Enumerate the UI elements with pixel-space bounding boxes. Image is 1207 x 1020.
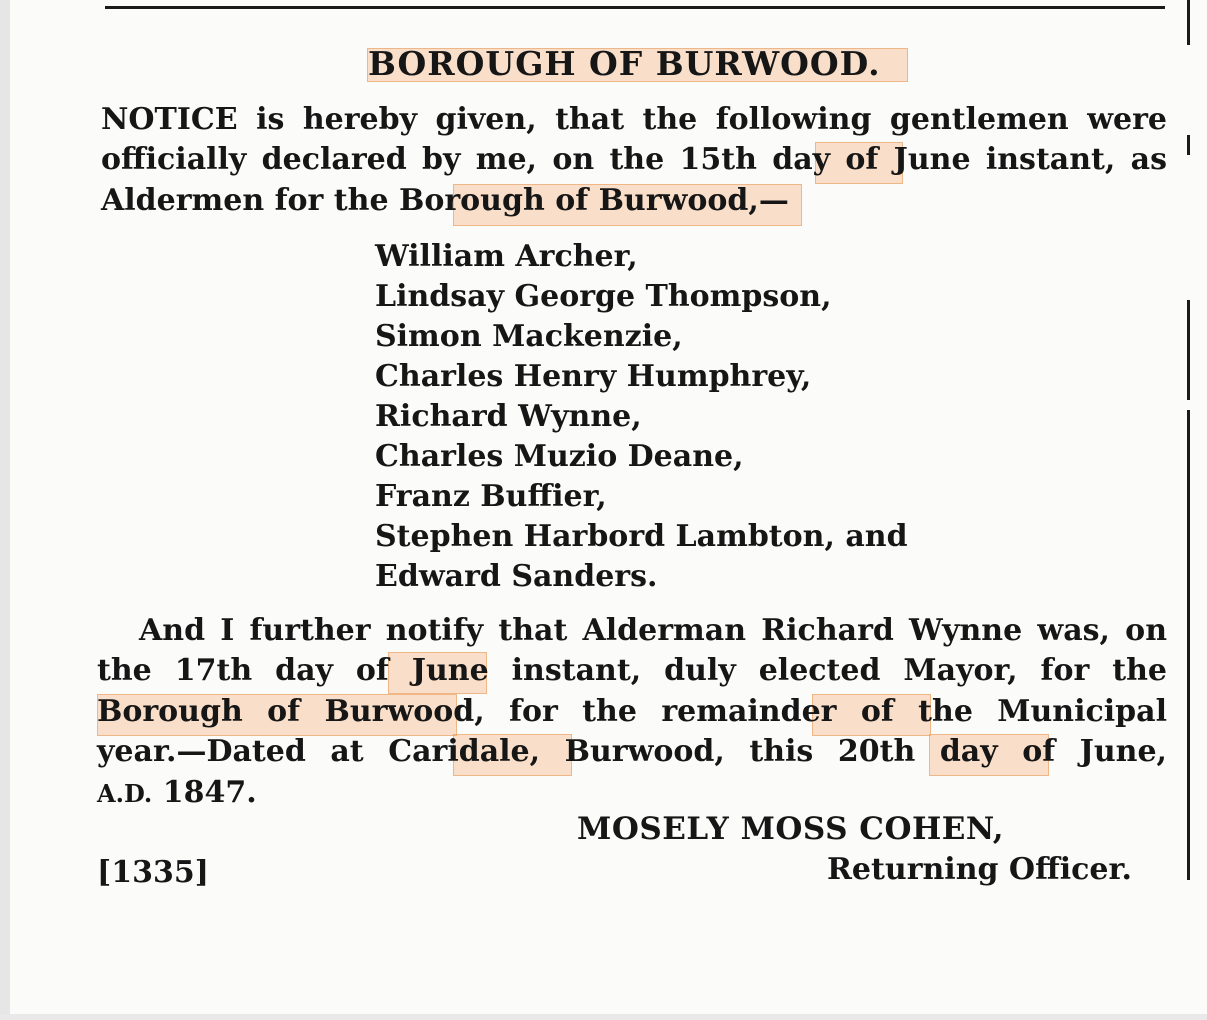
paragraph1-line: officially declared by me, on the 15th day of June instant, as <box>101 142 1167 177</box>
alderman-name: William Archer, <box>375 239 638 274</box>
date-year-line <box>97 775 257 810</box>
alderman-name: Charles Muzio Deane, <box>375 439 744 474</box>
top-column-rule <box>105 6 1165 9</box>
notice-reference-number: [1335] <box>97 855 209 890</box>
alderman-name: Simon Mackenzie, <box>375 319 683 354</box>
signatory-name: MOSELY MOSS COHEN, <box>577 811 1005 847</box>
right-column-rule <box>1187 0 1190 45</box>
alderman-name: Franz Buffier, <box>375 479 607 514</box>
alderman-name: Stephen Harbord Lambton, and <box>375 519 908 554</box>
paragraph2-line: year.—Dated at Caridale, Burwood, this 20th day of June, <box>97 734 1167 769</box>
paragraph1-line: NOTICE is hereby given, that the following gentlemen were <box>101 102 1167 137</box>
right-column-rule <box>1187 410 1190 880</box>
paragraph2-line: the 17th day of June instant, duly elected Mayor, for the <box>97 653 1167 688</box>
right-column-rule <box>1187 135 1190 155</box>
notice-heading: BOROUGH OF BURWOOD. <box>368 44 881 83</box>
signatory-title: Returning Officer. <box>827 852 1132 887</box>
left-margin <box>0 0 10 1020</box>
alderman-name: Charles Henry Humphrey, <box>375 359 812 394</box>
alderman-name: Edward Sanders. <box>375 559 658 594</box>
bottom-margin <box>0 1014 1207 1020</box>
paragraph2-line: And I further notify that Alderman Richard Wynne was, on <box>139 613 1167 648</box>
alderman-name: Lindsay George Thompson, <box>375 279 832 314</box>
right-column-rule <box>1187 300 1190 400</box>
anno-domini: A.D. <box>97 779 153 808</box>
paragraph2-line: Borough of Burwood, for the remainder of the Municipal <box>97 694 1167 729</box>
alderman-name: Richard Wynne, <box>375 399 642 434</box>
paragraph1-line: Aldermen for the Borough of Burwood,— <box>101 183 789 218</box>
year: 1847. <box>162 775 257 810</box>
